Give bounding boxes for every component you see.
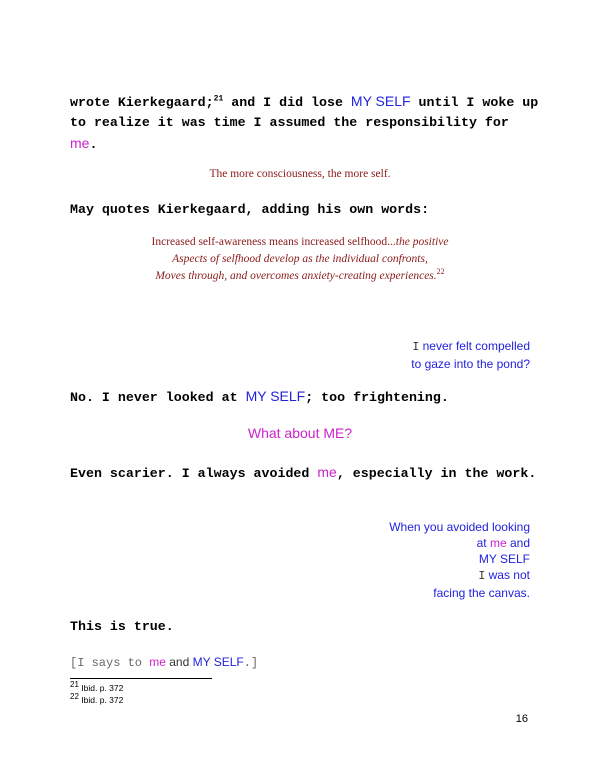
footnote-ref-21: 21: [213, 94, 224, 104]
me-label: me: [317, 464, 337, 480]
footnote-ref-22: 22: [436, 267, 445, 277]
quote-may: [70, 234, 530, 285]
quote-may-line-2: Aspects of selfhood develop as the individual confronts,: [172, 253, 428, 265]
quote-may-line-1: Increased self-awareness means increased selfhood...the positive: [151, 236, 449, 248]
me-label: me: [149, 655, 166, 669]
my-self-label: MY SELF: [192, 655, 244, 669]
stage-direction: [I says to me and MY SELF.]: [70, 655, 259, 670]
para1-text-2: and I did lose: [223, 95, 351, 110]
avoided-looking-block: When you avoided looking at me and MY SELF I was not facing the canvas.: [230, 519, 530, 601]
i-label: I: [412, 341, 420, 354]
my-self-label: MY SELF: [478, 552, 530, 566]
paragraph-never-looked: No. I never looked at MY SELF; too frightening.: [70, 388, 449, 405]
paragraph-may-quotes: May quotes Kierkegaard, adding his own words:: [70, 202, 430, 217]
me-label: me: [489, 536, 507, 550]
my-self-label: MY SELF: [245, 388, 306, 404]
my-self-label: MY SELF: [350, 93, 411, 109]
what-about-me-line: What about ME?: [247, 425, 353, 441]
footnote-divider: [70, 678, 212, 679]
para1-text-3: until I woke up to realize it was time I assumed the responsibility for: [70, 95, 539, 130]
i-label: I: [478, 570, 486, 583]
quote-consciousness: The more consciousness, the more self.: [209, 168, 391, 180]
paragraph-kierkegaard: [70, 91, 540, 155]
page-number: 16: [515, 713, 528, 725]
i-question-block: I never felt compelled to gaze into the pond?: [411, 339, 530, 371]
me-label: me: [70, 135, 90, 151]
para1-text-4: .: [89, 137, 98, 152]
paragraph-even-scarier: Even scarier. I always avoided me, especially in the work.: [70, 464, 537, 481]
paragraph-this-is-true: This is true.: [70, 619, 174, 634]
para1-text-1: wrote Kierkegaard;: [70, 95, 214, 110]
quote-may-line-3: Moves through, and overcomes anxiety-creating experiences.$^{22}$: [155, 267, 445, 282]
footnote-21: $^{21}$ Ibid. p. 372: [70, 680, 124, 693]
footnote-22: $^{22}$ Ibid. p. 372: [70, 692, 124, 705]
